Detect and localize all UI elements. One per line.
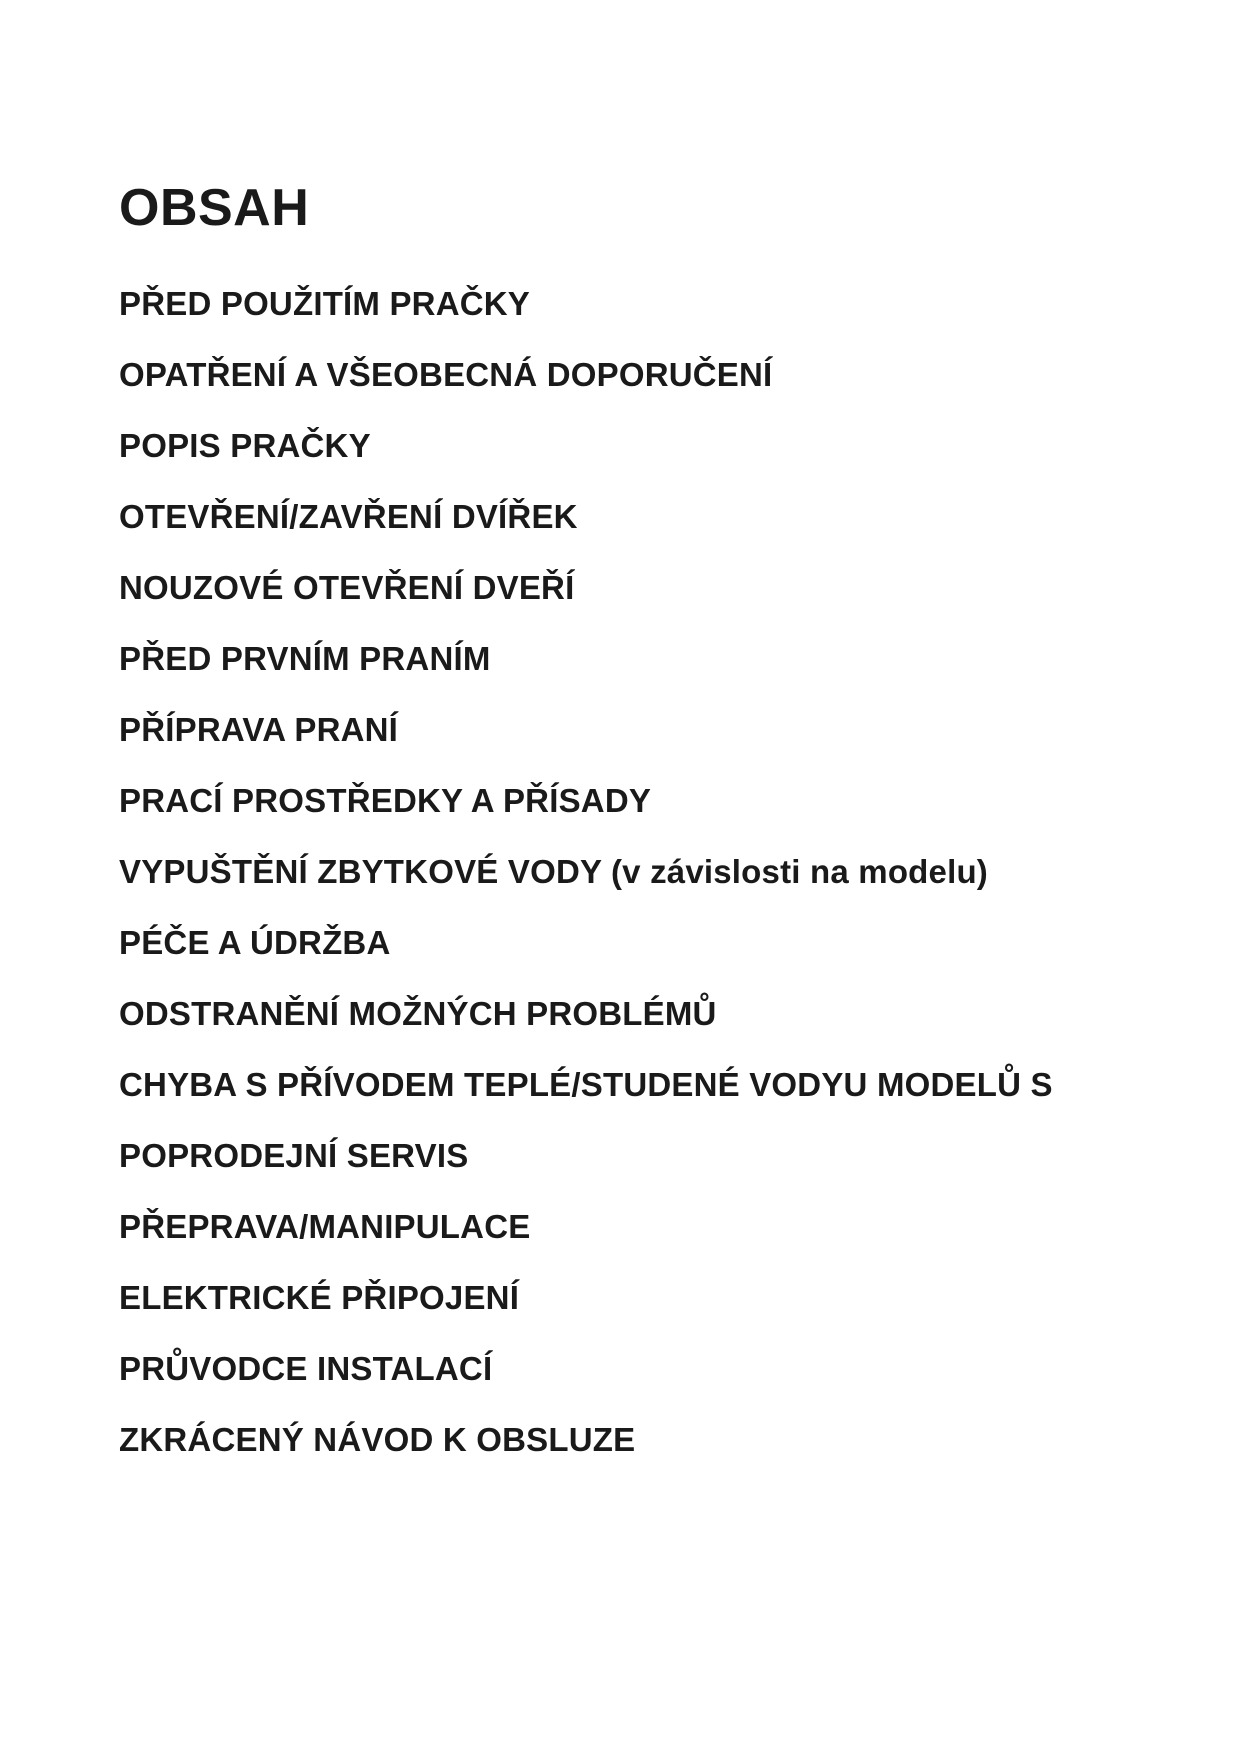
toc-item: VYPUŠTĚNÍ ZBYTKOVÉ VODY (v závislosti na modelu) xyxy=(119,853,989,890)
toc-item: ZKRÁCENÝ NÁVOD K OBSLUZE xyxy=(119,1421,636,1458)
toc-item: CHYBA S PŘÍVODEM TEPLÉ/STUDENÉ VODYU MODELŮ S xyxy=(119,1066,1053,1103)
toc-item: PŘED PRVNÍM PRANÍM xyxy=(119,640,491,677)
toc-item: PRŮVODCE INSTALACÍ xyxy=(119,1350,493,1387)
toc-item: PRACÍ PROSTŘEDKY A PŘÍSADY xyxy=(119,782,652,819)
toc-item: POPRODEJNÍ SERVIS xyxy=(119,1137,469,1174)
toc-item: OPATŘENÍ A VŠEOBECNÁ DOPORUČENÍ xyxy=(119,356,773,393)
toc-item: PŘEPRAVA/MANIPULACE xyxy=(119,1208,531,1245)
toc-item: POPIS PRAČKY xyxy=(119,427,371,464)
toc-item: OTEVŘENÍ/ZAVŘENÍ DVÍŘEK xyxy=(119,498,578,535)
page-title: OBSAH xyxy=(119,179,310,237)
toc-item: PŘÍPRAVA PRANÍ xyxy=(119,711,399,748)
toc-item: ELEKTRICKÉ PŘIPOJENÍ xyxy=(119,1279,520,1316)
toc-item: NOUZOVÉ OTEVŘENÍ DVEŘÍ xyxy=(119,569,575,606)
toc-item: PÉČE A ÚDRŽBA xyxy=(119,924,391,961)
toc-item: ODSTRANĚNÍ MOŽNÝCH PROBLÉMŮ xyxy=(119,995,717,1032)
toc-item: PŘED POUŽITÍM PRAČKY xyxy=(119,285,531,322)
table-of-contents xyxy=(119,282,1053,1489)
